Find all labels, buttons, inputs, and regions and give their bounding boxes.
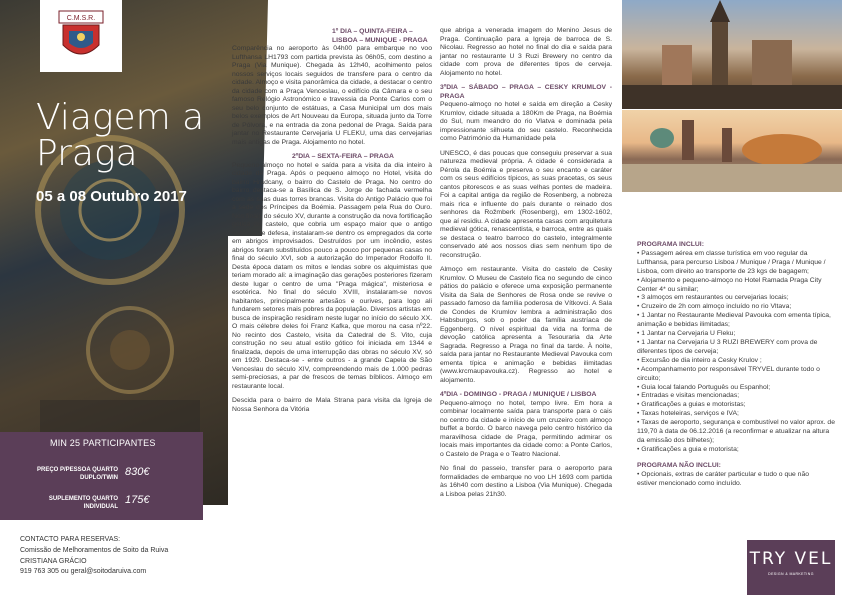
single-supplement-label: SUPLEMENTO QUARTO INDIVIDUAL — [48, 496, 118, 510]
twin-price-label: PREÇO P/PESSOA QUARTO DUPLO/TWIN — [36, 467, 118, 481]
day1-title: 1º DIA – QUINTA-FEIRA – LISBOA – MUNIQUE - PRAGA — [332, 28, 428, 44]
day1-text: Comparência no aeroporto às 04h00 para embarque no voo Lufthansa LH1793 com partida prevista às 06h05, com destino a Praga (Via Munique). Chegada às 12h40, acolhimento pelos nossos serviços locais seguidos de transfere para o centro da cidade. Almoço e visita panorâmica da cidade, a destacar o centro da cidade com a Praça Venceslau, o edifício da Câmara e o seu famoso Relógio Astronómico e travessia da Ponte Carlos com o seu belo conjunto de estátuas, a Casa Municipal um dos mais belos exemplos de Art Nouveau da Europa, situada junto da Torre de Pólvora, e na entrada da zona pedonal de Praga. Saída para jantar no Restaurante Cervejaria U FLEKU, uma das cervejarias mais antigas de Praga. Alojamento no hotel. — [232, 45, 432, 146]
prague-skyline-photo — [622, 0, 842, 109]
list-item: • 1 Jantar na Cervejaria U Fleku; — [637, 330, 736, 338]
list-item: • Passagem aérea em classe turística em voo regular da Lufthansa, para percurso Lisboa / Munique / Praga / Munique / Lisboa, com direito ao transporte de 23 kgs de bagagem; — [637, 249, 826, 275]
day3-title: 3ºDIA – SÁBADO – PRAGA – CESKY KRUMLOV - PRAGA — [440, 84, 612, 100]
list-item: • Guia local falando Português ou Espanhol; — [637, 383, 771, 391]
list-item: • Opcionais, extras de caráter particular e tudo o que não estiver mencionado como incluído. — [637, 470, 810, 487]
single-supplement-value: 175€ — [125, 494, 150, 506]
return-text: No final do passeio, transfer para o aeroporto para formalidades de embarque no voo LH 1693 com partida às 16h40 com destino a Lisboa (Via Munique). Chegada a Lisboa pelas 21h30. — [440, 465, 612, 498]
excludes-list — [637, 471, 813, 489]
list-item: • 3 almoços em restaurantes ou cervejarias locais; — [637, 294, 789, 302]
tryvel-logo — [747, 540, 835, 595]
crest-icon — [53, 7, 109, 65]
day3-text: Pequeno-almoço no hotel e saída em direção a Cesky Krumlov, cidade situada a 180Km de Praga, na Boémia do Sul, num meandro do rio Vlatva e dominada pela impressionante silhueta do seu castelo. Reconhecida como Património da Humanidade pela — [440, 101, 612, 142]
list-item: • Taxas hoteleiras, serviços e IVA; — [637, 410, 739, 418]
list-item: • Gratificações a guia e motorista; — [637, 445, 739, 453]
day2-title: 2ºDIA – SEXTA-FEIRA – PRAGA — [292, 153, 394, 160]
itinerary-column-1 — [232, 28, 432, 420]
list-item: • Gratificações a guias e motoristas; — [637, 401, 746, 409]
river-illustration — [622, 110, 842, 192]
excludes-title: PROGRAMA NÃO INCLUI: — [637, 461, 721, 469]
castle-text: Almoço em restaurante. Visita do castelo de Cesky Krumlov. O Museu de Castelo fica no segundo de cinco pátios do palácio e oferece uma exposição permanente Visita da Sala de Senhores de Rosa onde se revive o passado famoso da família poderosa de Vítkovci. A Sala de Condes de Krumlov lembra a administração dos Habsburgos, sob o poder da família austríaca de Eggenberg. O nível espiritual da vida na forma de devoção católica apresenta a Tesouraria da Arte Sagrada. Regresso a Praga no final da tarde. À noite, saída para jantar no Restaurante Medieval Pavouka com ementa típica e animação e bebidas ilimitadas (www.krcmaupavouka.cz). Regresso ao hotel e alojamento. — [440, 266, 612, 384]
day2-text-continued: Descida para o bairro de Mala Strana para visita da Igreja de Nossa Senhora da Vitória — [232, 397, 432, 413]
list-item: • 1 Jantar no Restaurante Medieval Pavouka com ementa típica, animação e bebidas ilimitadas; — [637, 312, 831, 329]
list-item: • Cruzeiro de 2h com almoço incluído no rio Vltava; — [637, 303, 792, 311]
brand-name: TRY VEL — [749, 549, 833, 569]
includes-list — [637, 250, 835, 455]
cesky-text: UNESCO, é das poucas que conseguiu preservar a sua natureza medieval própria. A cidade é considerada a Pérola da Boémia e preserva o seu encanto e caráter com os seus edifícios típicos, as suas pracetas, os seus cantos pitorescos e as suas velhas pontes de madeira. Foi a capital antiga da região de Rosenberg, a nobreza mais rica e influente do país durante o reinado dos senhores da Rožmberk (Rosenberg), em 1302-1602, que aí residiu. A cidade apresenta casas com arquitetura medieval gótica, renascentista, e barroca, entre as quais se destaca o teatro barroco do castelo, integralmente conservado até aos nossos dias sem nenhum tipo de reconstrução. — [440, 149, 612, 259]
list-item: • Excursão de dia inteiro a Cesky Krulov ; — [637, 356, 762, 364]
title-line-1: Viagem a — [36, 97, 205, 138]
itinerary-column-2 — [440, 27, 612, 505]
list-item: • Taxas de aeroporto, segurança e combustível no valor aprox. de 119,70 à data de 06.12.2016 (a reconfirmar e atualizar na altura da emissão dos bilhetes); — [637, 419, 835, 444]
twin-price-value: 830€ — [125, 466, 150, 478]
skyline-illustration — [622, 0, 842, 109]
brand-tagline: DESIGN & MARKETING — [768, 572, 814, 576]
contact-block — [20, 535, 168, 578]
list-item: • Acompanhamento por responsável TRYVEL durante todo o circuito; — [637, 365, 820, 382]
price-box — [0, 432, 203, 520]
min-participants: MIN 25 PARTICIPANTES — [50, 438, 156, 448]
list-item: • Entradas e visitas mencionadas; — [637, 392, 740, 400]
contact-phone: 919 763 305 ou geral@soitodaruiva.com — [20, 568, 147, 576]
title-line-2: Praga — [36, 133, 138, 174]
association-logo — [40, 0, 122, 72]
program-includes — [637, 241, 835, 495]
page-title — [36, 97, 205, 174]
logo-text: C.M.S.R. — [66, 15, 96, 22]
prague-river-photo — [622, 110, 842, 192]
trip-dates: 05 a 08 Outubro 2017 — [36, 188, 187, 205]
contact-heading: CONTACTO PARA RESERVAS: — [20, 536, 121, 543]
day2-text: Pequeno-almoço no hotel e saída para a visita da dia inteiro à cidade de Praga. Após o pequeno almoço no Hotel, visita do bairro Hradcany, o bairro do Castelo de Praga. No centro do bairro destaca-se a Basílica de S. Jorge de fachada vermelha com as suas duas torres brancas. Visita do Antigo Palácio que foi a sede dos Príncipes da Boémia. Passagem pela Rua do Ouro. Nos finais do século XV, durante a construção da nova fortificação gótica do castelo, que cobria um espaço maior que o antigo sistema de defesa, instalaram-se dentro os empregados da corte em abrigos improvisados. Destruídos por um incêndio, estes abrigos foram substituídos pouco a pouco por pequenas casas no final do século XVI, sob a autorização do Imperador Rodolfo II. Desta época datam os mitos e lendas sobre os alquimistas que teriam morado ali: a imaginação das gerações posteriores fizeram deste lugar o centro de uma "Praga mágica", misteriosa e esotérica. No final do século XVIII, instalaram-se novos habitantes, principalmente artesãos e ourives, para logo ali fundarem setores mais pobres da população. Diversos artistas em busca de inspiração residiram neste lugar no início do século XX. O mais célebre deles foi Franz Kafka, que morou na casa nº22. No recinto dos Castelo, visita da Catedral de S. Vito, cuja construção no seu atual estilo gótico foi iniciada em 1344 e finalizada, depois de uma interrupção das obras no século XV, só em 1929. Destaca-se - entre outros - a grande Capela de São Venceslau do século XIV, compreendendo mais de 1.000 pedras semi-preciosas, a par de frescos de temas bíblicos. Almoço em restaurante local. — [232, 161, 432, 390]
includes-title: PROGRAMA INCLUI: — [637, 241, 704, 248]
col2-intro: que abriga a venerada imagem do Menino Jesus de Praga. Continuação para a Igreja de barroca de S. Nicolau. Regresso ao hotel no final do dia e saída para jantar no restaurante U 3 Ruzi Brewery no centro da cidade com prova de diferentes tipos de cerveja. Alojamento no hotel. — [440, 27, 612, 77]
list-item: • Alojamento e pequeno-almoço no Hotel Ramada Praga City Center 4* ou similar; — [637, 276, 822, 293]
day4-title: 4ºDIA - DOMINGO - PRAGA / MUNIQUE / LISBOA — [440, 391, 597, 398]
day4-text: Pequeno-almoço no hotel, tempo livre. Em hora a combinar localmente saída para transporte para o cais no centro da cidade e início de um cruzeiro com almoço buffet a bordo. O barco navega pelo centro histórico da maravilhosa cidade de Praga, permitindo admirar os locais mais importantes da cidade como: a Ponte Carlos, o Castelo de Praga e o Teatro Nacional. — [440, 399, 612, 458]
contact-org: Comissão de Melhoramentos de Soito da Ruiva — [20, 546, 169, 554]
list-item: • 1 Jantar na Cervejaria U 3 RUZI BREWERY com prova de diferentes tipos de cerveja; — [637, 338, 818, 355]
contact-name: CRISTIANA GRÁCIO — [20, 557, 87, 565]
